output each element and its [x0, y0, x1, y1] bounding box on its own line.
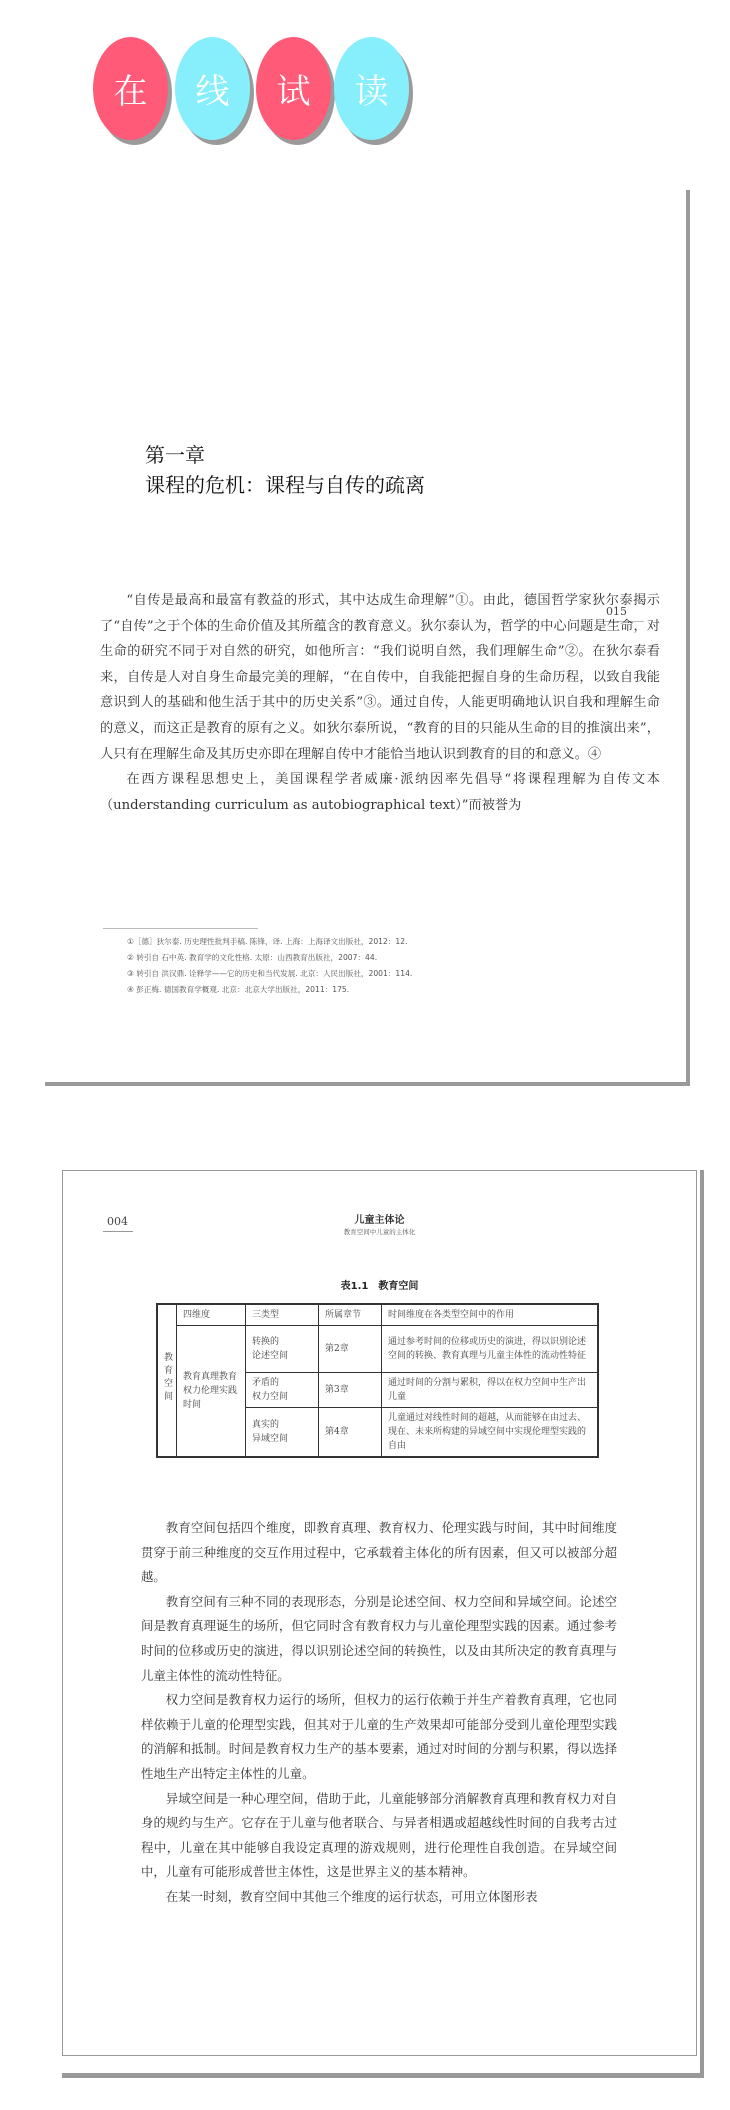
table-header: 四维度 — [177, 1304, 246, 1326]
table-cell-dimension: 教育真理教育权力伦理实践时间 — [177, 1326, 246, 1458]
footnote: ①［德］狄尔泰. 历史理性批判手稿. 陈锋，译. 上海：上海译文出版社，2012：12. — [127, 937, 408, 946]
table-cell: 真实的 异域空间 — [246, 1408, 319, 1458]
page-number: 015 — [606, 605, 627, 618]
banner-char: 读 — [354, 72, 389, 112]
table-cell: 通过参考时间的位移或历史的演进，得以识别论述空间的转换、教育真理与儿童主体性的流动性特征 — [382, 1326, 599, 1373]
banner-bubble — [93, 37, 168, 140]
banner-char: 在 — [113, 72, 148, 112]
running-subtitle: 教育空间中儿童的主体化 — [343, 1228, 416, 1236]
footnotes — [127, 934, 412, 998]
banner-bubble — [256, 37, 331, 140]
table-cell: 儿童通过对线性时间的超越，从而能够在由过去、现在、未来所构建的异域空间中实现伦理型实践的自由 — [382, 1408, 599, 1458]
table-cell: 第3章 — [319, 1373, 382, 1408]
paragraph: 在西方课程思想史上，美国课程学者威廉·派纳因率先倡导“将课程理解为自传文本（understanding curriculum as autobiographical text）”而被誉为 — [100, 772, 660, 813]
table-cell: 第4章 — [319, 1408, 382, 1458]
banner-bubble — [175, 37, 250, 140]
education-space-table — [156, 1303, 599, 1458]
footnote: ③ 转引自 洪汉鼎. 诠释学——它的历史和当代发展. 北京：人民出版社，2001：114. — [127, 969, 413, 978]
table-cell: 矛盾的 权力空间 — [246, 1373, 319, 1408]
table-cell: 通过时间的分割与累积，得以在权力空间中生产出儿童 — [382, 1373, 599, 1408]
table-row — [157, 1326, 598, 1373]
footnote: ② 转引自 石中英. 教育学的文化性格. 太原：山西教育出版社，2007：44. — [127, 953, 378, 962]
footnote: ④ 彭正梅. 德国教育学概观. 北京：北京大学出版社，2011：175. — [127, 985, 350, 994]
body-text — [141, 1516, 617, 1910]
body-text — [100, 588, 660, 818]
table-header: 三类型 — [246, 1304, 319, 1326]
paragraph: 在某一时刻，教育空间中其他三个维度的运行状态，可用立体图形表 — [165, 1888, 538, 1904]
page-number: 004 — [107, 1215, 128, 1228]
table-caption: 表1.1 教育空间 — [340, 1281, 419, 1292]
paragraph: 教育空间有三种不同的表现形态，分别是论述空间、权力空间和异域空间。论述空间是教育真理诞生的场所，但它同时含有教育权力与儿童伦理型实践的因素。通过参考时间的位移或历史的演进，得以识别论述空间的转换性，以及由其所决定的教育真理与儿童主体性的流动性特征。 — [141, 1593, 617, 1683]
paragraph: 权力空间是教育权力运行的场所，但权力的运行依赖于并生产着教育真理，它也同样依赖于儿童的伦理型实践，但其对于儿童的生产效果却可能部分受到儿童伦理型实践的消解和抵制。时间是教育权力生产的基本要素，通过对时间的分割与积累，得以选择性地生产出特定主体性的儿童。 — [141, 1692, 617, 1781]
running-title: 儿童主体论 — [354, 1215, 405, 1226]
chapter-title: 课程的危机：课程与自传的疏离 — [145, 473, 425, 497]
table-cell: 第2章 — [319, 1326, 382, 1373]
table-header: 所属章节 — [319, 1304, 382, 1326]
table-side-label: 教育空间 — [157, 1304, 177, 1457]
paragraph: 异域空间是一种心理空间，借助于此，儿童能够部分消解教育真理和教育权力对自身的规约与生产。它存在于儿童与他者联合、与异者相遇或超越线性时间的自我考古过程中，儿童在其中能够自我设定真理的游戏规则，进行伦理性自我创造。在异域空间中，儿童有可能形成普世主体性，这是世界主义的基本精神。 — [141, 1790, 617, 1880]
table-header: 时间维度在各类型空间中的作用 — [382, 1304, 599, 1326]
paragraph: “自传是最高和最富有教益的形式，其中达成生命理解”①。由此，德国哲学家狄尔泰揭示了“自传”之于个体的生命价值及其所蕴含的教育意义。狄尔泰认为，哲学的中心问题是生命，对生命的研究不同于对自然的研究，如他所言：“我们说明自然，我们理解生命”②。在狄尔泰看来，自传是人对自身生命最完美的理解，“在自传中，自我能把握自身的生命历程，以致自我能意识到人的基础和他生活于其中的历史关系”③。通过自传，人能更明确地认识自我和理解生命的意义，而这正是教育的原有之义。如狄尔泰所说，“教育的目的只能从生命的目的推演出来”，人只有在理解生命及其历史亦即在理解自传中才能恰当地认识到教育的目的和意义。④ — [100, 593, 660, 762]
chapter-number: 第一章 — [145, 443, 205, 467]
table-header-row — [157, 1304, 598, 1326]
online-preview-banner — [0, 0, 730, 160]
banner-char: 试 — [276, 72, 311, 112]
table-cell: 转换的 论述空间 — [246, 1326, 319, 1373]
book-page-004 — [62, 1170, 697, 2056]
footnote-divider — [103, 928, 258, 929]
paragraph: 教育空间包括四个维度，即教育真理、教育权力、伦理实践与时间，其中时间维度贯穿于前三种维度的交互作用过程中，它承载着主体化的所有因素，但又可以被部分超越。 — [141, 1520, 617, 1585]
banner-char: 线 — [195, 72, 230, 112]
book-page-015 — [41, 186, 686, 1082]
banner-bubble — [334, 37, 409, 140]
